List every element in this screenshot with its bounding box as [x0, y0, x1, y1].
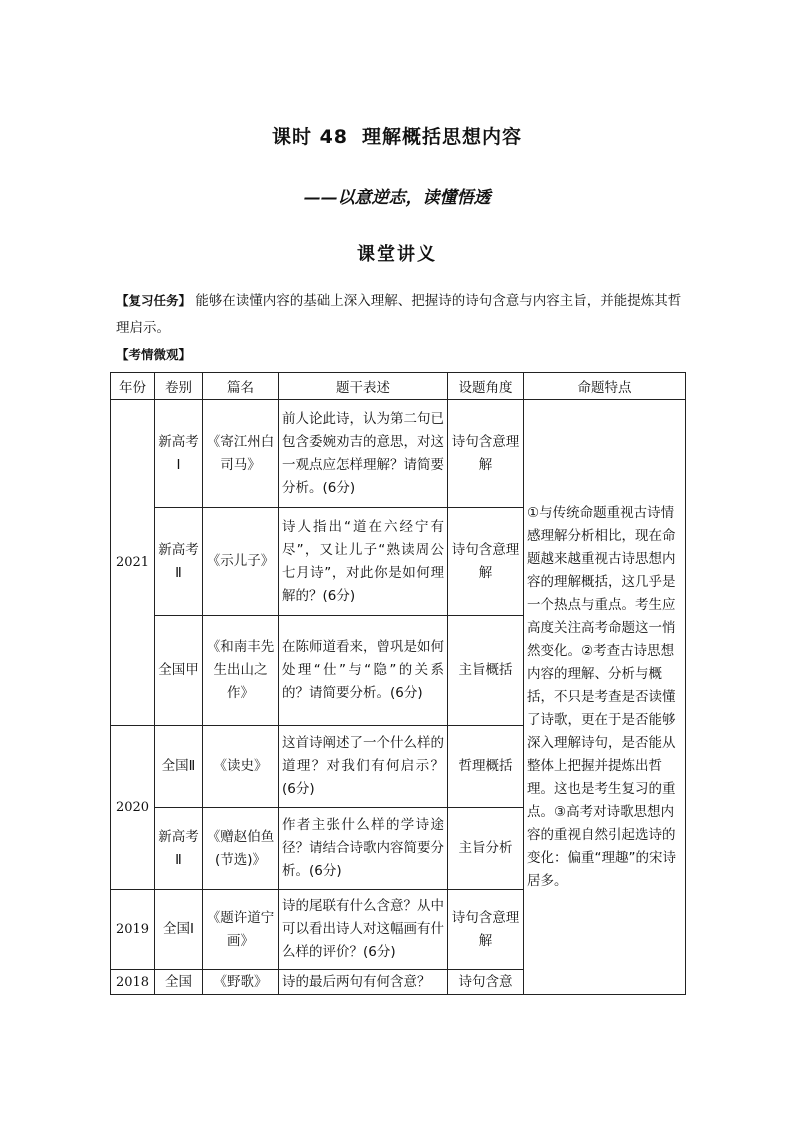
angle-cell: 哲理概括 [448, 726, 524, 808]
title-cell: 《题许道宁画》 [203, 890, 279, 970]
year-cell: 2020 [111, 726, 155, 890]
year-cell: 2019 [111, 890, 155, 970]
title-cell: 《读史》 [203, 726, 279, 808]
question-cell: 诗的最后两句有何含意？ [279, 970, 448, 995]
review-task-text: 能够在读懂内容的基础上深入理解、把握诗的诗句含意与内容主旨，并能提炼其哲理启示。 [116, 293, 682, 336]
lesson-number: 课时 48 [271, 126, 349, 148]
angle-cell: 主旨分析 [448, 808, 524, 890]
features-cell: ①与传统命题重视古诗情感理解分析相比，现在命题越来越重视古诗思想内容的理解概括，这几乎是一个热点与重点。考生应高度关注高考命题这一悄然变化。②考查古诗思想内容的理解、分析与概括，不只是考查是否读懂了诗歌，更在于是否能够深入理解诗句，是否能从整体上把握并提炼出哲理。这也是考生复习的重点。③高考对诗歌思想内容的重视自然引起选诗的变化：偏重“理趣”的宋诗居多。 [524, 400, 686, 995]
year-cell: 2021 [111, 400, 155, 726]
angle-cell: 诗句含意理解 [448, 508, 524, 616]
paper-cell: 新高考Ⅱ [155, 808, 203, 890]
lesson-subtitle: ——以意逆志，读懂悟透 [303, 188, 491, 208]
paper-cell: 新高考Ⅱ [155, 508, 203, 616]
header-paper: 卷别 [155, 373, 203, 400]
header-angle: 设题角度 [448, 373, 524, 400]
review-task [116, 287, 686, 342]
angle-cell: 诗句含意理解 [448, 400, 524, 508]
header-question: 题干表述 [279, 373, 448, 400]
question-cell: 诗的尾联有什么含意？从中可以看出诗人对这幅画有什么样的评价？(6分) [279, 890, 448, 970]
title-cell: 《和南丰先生出山之作》 [203, 616, 279, 726]
title-cell: 《赠赵伯鱼(节选)》 [203, 808, 279, 890]
section-heading: 课堂讲义 [357, 244, 437, 265]
paper-cell: 全国甲 [155, 616, 203, 726]
question-cell: 诗人指出“道在六经宁有尽”，又让儿子“熟读周公七月诗”，对此你是如何理解的？(6分) [279, 508, 448, 616]
table-header-row [111, 373, 686, 400]
lesson-topic: 理解概括思想内容 [362, 126, 523, 148]
header-year: 年份 [111, 373, 155, 400]
table-row [111, 400, 686, 508]
angle-cell: 主旨概括 [448, 616, 524, 726]
paper-cell: 全国Ⅱ [155, 726, 203, 808]
header-features: 命题特点 [524, 373, 686, 400]
question-cell: 前人论此诗，认为第二句已包含委婉劝吉的意思，对这一观点应怎样理解？请简要分析。(6分) [279, 400, 448, 508]
question-cell: 作者主张什么样的学诗途径？请结合诗歌内容简要分析。(6分) [279, 808, 448, 890]
header-title: 篇名 [203, 373, 279, 400]
title-cell: 《示儿子》 [203, 508, 279, 616]
paper-cell: 全国Ⅰ [155, 890, 203, 970]
question-cell: 这首诗阐述了一个什么样的道理？对我们有何启示？(6分) [279, 726, 448, 808]
question-cell: 在陈师道看来，曾巩是如何处理“仕”与“隐”的关系的？请简要分析。(6分) [279, 616, 448, 726]
review-task-tag: 【复习任务】 [116, 293, 192, 308]
angle-cell: 诗句含意理解 [448, 890, 524, 970]
angle-cell: 诗句含意 [448, 970, 524, 995]
year-cell: 2018 [111, 970, 155, 995]
title-cell: 《寄江州白司马》 [203, 400, 279, 508]
lesson-title [0, 122, 794, 149]
paper-cell: 新高考Ⅰ [155, 400, 203, 508]
title-cell: 《野歌》 [203, 970, 279, 995]
exam-overview-tag: 【考情微观】 [116, 347, 192, 362]
exam-table [110, 372, 686, 995]
paper-cell: 全国 [155, 970, 203, 995]
